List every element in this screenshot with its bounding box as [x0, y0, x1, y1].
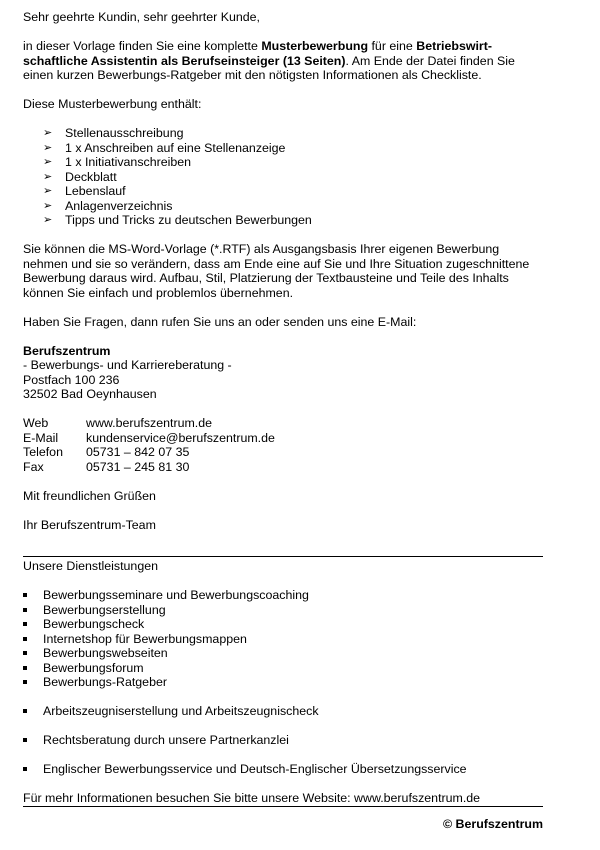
- list-item: ➢ 1 x Initiativanschreiben: [43, 155, 192, 169]
- greeting: Sehr geehrte Kundin, sehr geehrter Kunde,: [23, 10, 260, 24]
- arrow-bullet-icon: ➢: [43, 199, 53, 212]
- contact-row: Web www.berufszentrum.de: [23, 416, 275, 431]
- more-info-line: Für mehr Informationen besuchen Sie bitte unsere Website: www.berufszentrum.de: [23, 791, 481, 805]
- arrow-bullet-icon: ➢: [43, 141, 53, 154]
- contains-list: [23, 126, 543, 228]
- intro-bold-1: Musterbewerbung: [261, 39, 369, 53]
- list-item: Rechtsberatung durch unsere Partnerkanzlei: [23, 733, 543, 748]
- arrow-bullet-icon: ➢: [43, 214, 53, 226]
- list-item: ➢ Anlagenverzeichnis: [43, 198, 173, 213]
- contact-table: [23, 416, 275, 474]
- square-bullet-icon: [23, 680, 27, 684]
- list-item: ➢ 1 x Anschreiben auf eine Stellenanzeige: [43, 140, 286, 155]
- list-item: Bewerbungserstellung: [23, 603, 543, 618]
- arrow-bullet-icon: ➢: [43, 156, 53, 168]
- signature: Ihr Berufszentrum-Team: [23, 517, 156, 532]
- list-item: Bewerbungswebseiten: [23, 646, 543, 661]
- closing: Mit freundlichen Grüßen: [23, 488, 156, 503]
- phone-number: 05731 – 842 07 35: [86, 445, 190, 459]
- fax-number: 05731 – 245 81 30: [86, 459, 190, 474]
- services-list: [23, 588, 543, 690]
- list-item: ➢ Deckblatt: [43, 169, 117, 184]
- usage-paragraph: Sie können die MS-Word-Vorlage (*.RTF) als Ausgangsbasis Ihrer eigenen Bewerbung nehmen und sie so verändern, dass am Ende eine auf Sie und Ihre Situation zugeschnittene Bewerbung daraus wird. Aufbau, Stil, Platzierung der Textbausteine und Teile des Inhalts können Sie einfach und problemlos übernehmen.: [23, 242, 530, 300]
- email-link[interactable]: kundenservice@berufszentrum.de: [86, 430, 275, 445]
- services-extra-list: [23, 733, 543, 748]
- copyright: © Berufszentrum: [442, 816, 543, 831]
- list-item: Arbeitszeugniserstellung und Arbeitszeugnischeck: [23, 704, 543, 719]
- services-heading: Unsere Dienstleistungen: [23, 559, 158, 573]
- list-item: ➢ Stellenausschreibung: [43, 126, 184, 140]
- address-line: - Bewerbungs- und Karriereberatung -: [23, 358, 232, 372]
- list-item: Internetshop für Bewerbungsmappen: [23, 632, 543, 647]
- list-item: Bewerbungs-Ratgeber: [23, 675, 543, 690]
- square-bullet-icon: [23, 593, 27, 597]
- address-line: Postfach 100 236: [23, 372, 120, 387]
- arrow-bullet-icon: ➢: [43, 127, 53, 139]
- square-bullet-icon: [23, 666, 27, 670]
- square-bullet-icon: [23, 738, 27, 742]
- square-bullet-icon: [23, 608, 27, 612]
- document-page: [23, 10, 543, 831]
- square-bullet-icon: [23, 651, 27, 655]
- square-bullet-icon: [23, 622, 27, 626]
- intro-text-1: in dieser Vorlage finden Sie eine komplette: [23, 39, 262, 53]
- services-extra-list: [23, 704, 543, 719]
- arrow-bullet-icon: ➢: [43, 170, 53, 183]
- company-name: Berufszentrum: [23, 343, 111, 358]
- intro-paragraph: [23, 39, 543, 83]
- services-extra-list: [23, 762, 543, 777]
- list-item: Bewerbungsforum: [23, 661, 543, 676]
- list-item: ➢ Tipps und Tricks zu deutschen Bewerbungen: [43, 213, 312, 227]
- square-bullet-icon: [23, 767, 27, 771]
- arrow-bullet-icon: ➢: [43, 185, 53, 197]
- website-link[interactable]: www.berufszentrum.de: [86, 416, 213, 430]
- intro-text-2: für eine: [368, 39, 417, 53]
- list-item: ➢ Lebenslauf: [43, 184, 126, 198]
- list-item: Englischer Bewerbungsservice und Deutsch-Englischer Übersetzungsservice: [23, 762, 543, 777]
- address-line: 32502 Bad Oeynhausen: [23, 387, 157, 401]
- questions-paragraph: Haben Sie Fragen, dann rufen Sie uns an oder senden uns eine E-Mail:: [23, 314, 417, 329]
- list-item: Bewerbungsseminare und Bewerbungscoaching: [23, 588, 543, 603]
- contact-row: E-Mail kundenservice@berufszentrum.de: [23, 430, 275, 445]
- contains-heading: Diese Musterbewerbung enthält:: [23, 97, 202, 111]
- square-bullet-icon: [23, 709, 27, 713]
- intro-text-3: . Am Ende der Datei finden Sie einen kurzen Bewerbungs-Ratgeber mit den nötigsten Informationen als Checkliste.: [23, 53, 515, 82]
- contact-row: Fax 05731 – 245 81 30: [23, 460, 275, 475]
- list-item: Bewerbungscheck: [23, 617, 543, 632]
- contact-row: Telefon 05731 – 842 07 35: [23, 445, 275, 460]
- square-bullet-icon: [23, 637, 27, 641]
- intro-bold-2: Betriebswirt-schaftliche Assistentin als Berufseinsteiger (13 Seiten): [23, 39, 493, 68]
